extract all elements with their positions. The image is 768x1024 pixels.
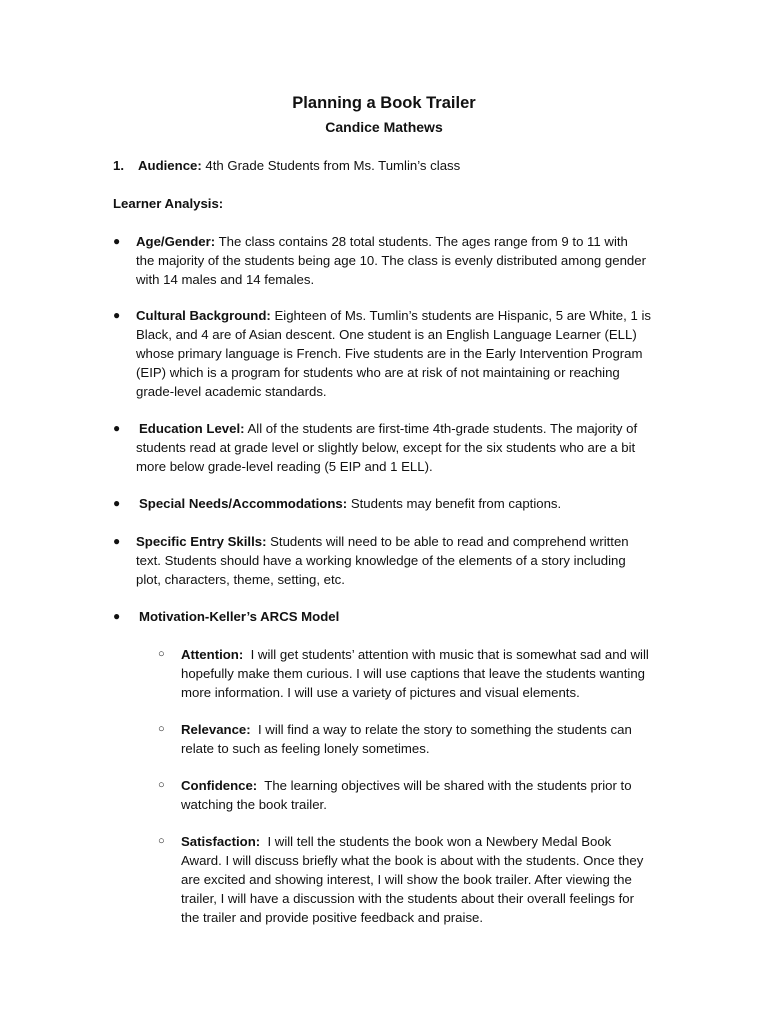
item-text: Students will need to be able to read and comprehend written [270, 534, 629, 549]
item-text: I will find a way to relate the story to something the students can [257, 722, 632, 737]
list-item-age-gender [136, 232, 696, 289]
item-label: Satisfaction: [181, 834, 261, 849]
learner-analysis-heading: Learner Analysis: [113, 196, 224, 211]
item-label: Special Needs/Accommodations: [139, 496, 348, 511]
item-line [136, 419, 696, 438]
audience-label: Audience: [138, 158, 202, 173]
item-line: the trailer and provide positive feedback and praise. [181, 910, 484, 925]
document-title: Planning a Book Trailer [292, 94, 476, 112]
item-line: Award. I will discuss briefly what the book is about with the students. Once they [181, 853, 644, 868]
list-item-education-level [136, 419, 696, 476]
audience-text: 4th Grade Students from Ms. Tumlin’s class [201, 158, 461, 173]
item-line: trailer, I will have a discussion with the students about their overall feelings for [181, 891, 635, 906]
sub-bullet-icon: ○ [158, 779, 165, 791]
item-line: are excited and showing interest, I will show the book trailer. After viewing the [181, 872, 632, 887]
item-line [181, 832, 681, 851]
document-author: Candice Mathews [325, 119, 443, 135]
item-line [181, 720, 681, 739]
item-line [136, 306, 696, 325]
item-text: The learning objectives will be shared with the students prior to [264, 778, 632, 793]
item-text: Students may benefit from captions. [350, 496, 562, 511]
item-line: relate to such as feeling lonely sometimes. [181, 741, 430, 756]
item-line: more below grade-level reading (5 EIP and 1 ELL). [136, 459, 433, 474]
bullet-icon: ● [113, 496, 121, 510]
list-item-entry-skills [136, 532, 696, 589]
item-text: I will get students’ attention with music that is somewhat sad and will [250, 647, 649, 662]
item-line: grade-level academic standards. [136, 384, 327, 399]
list-item-special-needs [136, 494, 696, 513]
item-text: All of the students are first-time 4th-grade students. The majority of [247, 421, 638, 436]
motivation-heading-text: Motivation-Keller’s ARCS Model [139, 609, 340, 624]
item-label: Attention: [181, 647, 244, 662]
item-line: the majority of the students being age 10. The class is evenly distributed among gender [136, 253, 646, 268]
item-line: hopefully make them curious. I will use captions that leave the students wanting [181, 666, 646, 681]
arcs-item-attention [181, 645, 681, 702]
item-label: Education Level: [139, 421, 245, 436]
bullet-icon: ● [113, 421, 121, 435]
sub-bullet-icon: ○ [158, 648, 165, 660]
item-line [136, 532, 696, 551]
arcs-item-relevance [181, 720, 681, 758]
item-label: Age/Gender: [136, 234, 216, 249]
item-line: students read at grade level or slightly below, except for the six students who are a bit [136, 440, 636, 455]
item-text: I will tell the students the book won a Newbery Medal Book [267, 834, 612, 849]
item-line [136, 232, 696, 251]
item-line [136, 494, 696, 513]
item-line: watching the book trailer. [181, 797, 327, 812]
item-label: Specific Entry Skills: [136, 534, 267, 549]
audience-line [138, 156, 460, 175]
item-text: The class contains 28 total students. The ages range from 9 to 11 with [218, 234, 628, 249]
bullet-icon: ● [113, 609, 121, 623]
item-line [181, 645, 681, 664]
audience-number: 1. [113, 158, 124, 173]
item-line: more information. I will use a variety of pictures and visual elements. [181, 685, 580, 700]
item-line: Black, and 4 are of Asian descent. One student is an English Language Learner (ELL) [136, 327, 637, 342]
item-line: (EIP) which is a program for students who are at risk of not maintaining or reaching [136, 365, 620, 380]
bullet-icon: ● [113, 308, 121, 322]
sub-bullet-icon: ○ [158, 835, 165, 847]
bullet-icon: ● [113, 234, 121, 248]
item-text: Eighteen of Ms. Tumlin’s students are Hispanic, 5 are White, 1 is [274, 308, 651, 323]
item-line: text. Students should have a working knowledge of the elements of a story including [136, 553, 626, 568]
item-line [181, 776, 681, 795]
list-item-cultural-background [136, 306, 696, 401]
arcs-item-satisfaction [181, 832, 681, 927]
item-line: plot, characters, theme, setting, etc. [136, 572, 345, 587]
arcs-item-confidence [181, 776, 681, 814]
item-label: Confidence: [181, 778, 258, 793]
motivation-heading [136, 607, 696, 626]
item-label: Relevance: [181, 722, 251, 737]
item-line: whose primary language is French. Five students are in the Early Intervention Program [136, 346, 643, 361]
sub-bullet-icon: ○ [158, 723, 165, 735]
bullet-icon: ● [113, 534, 121, 548]
item-line: with 14 males and 14 females. [136, 272, 315, 287]
item-label: Cultural Background: [136, 308, 271, 323]
